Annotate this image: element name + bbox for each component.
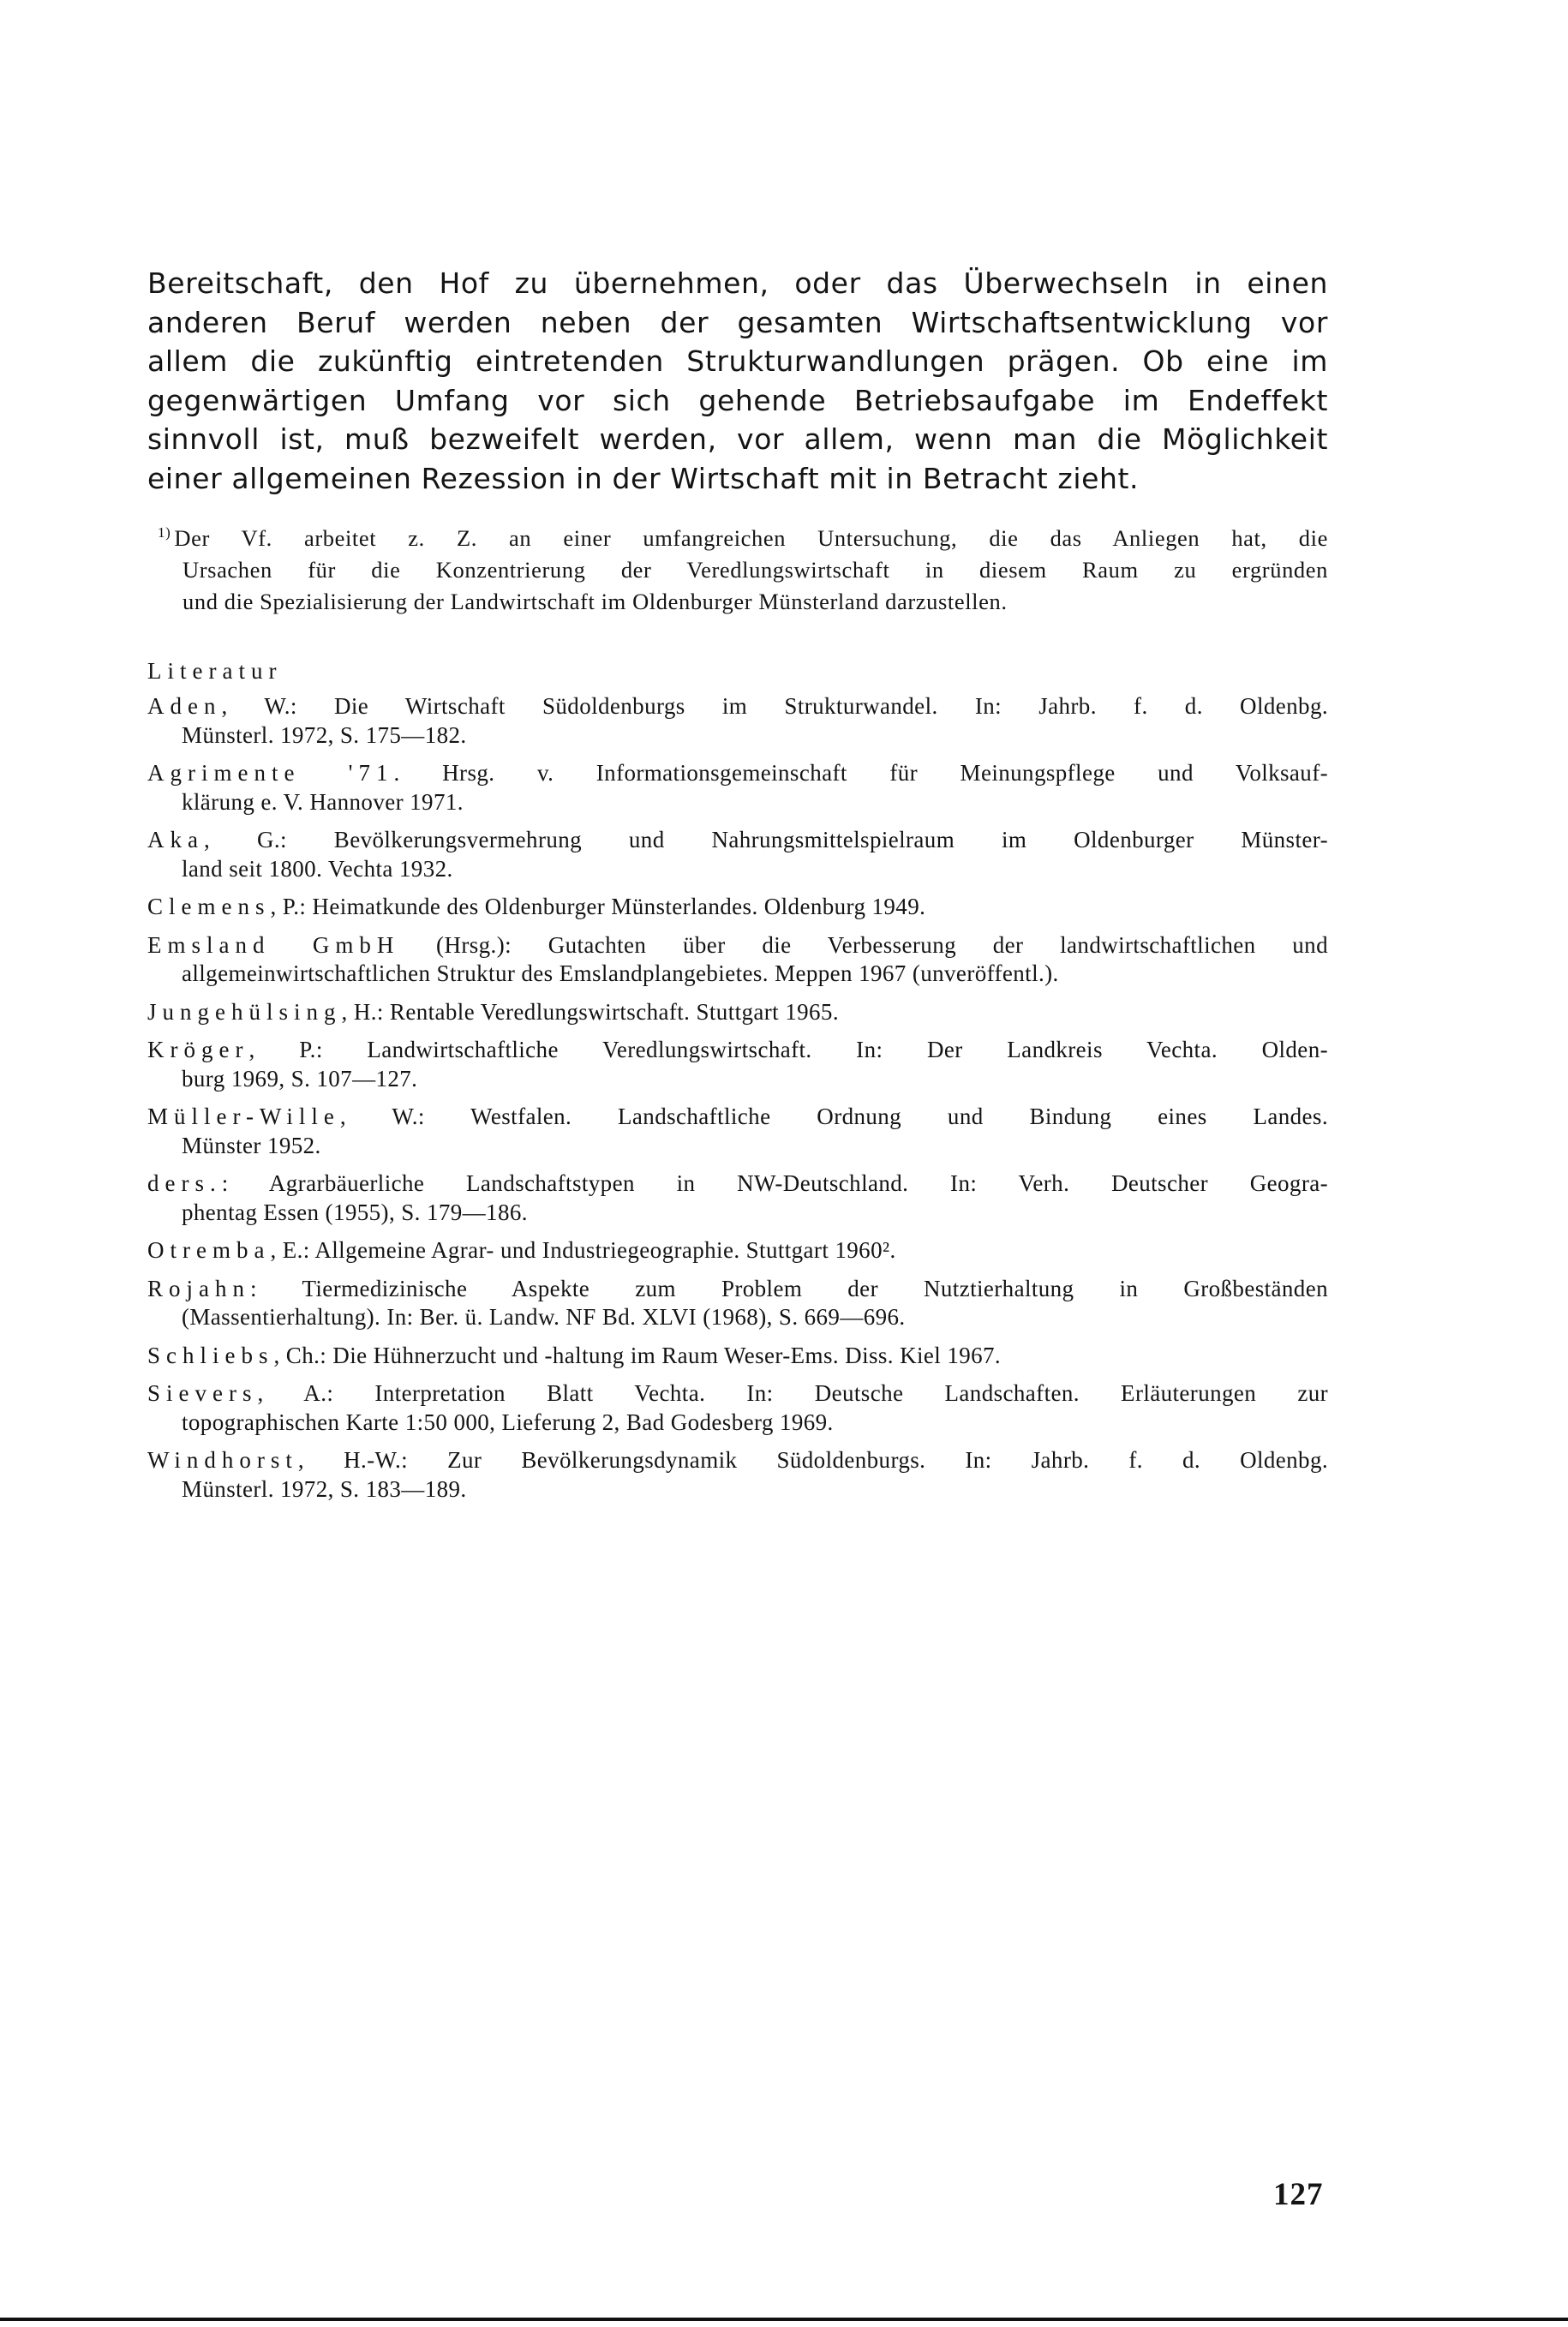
page-number: 127 xyxy=(1273,2177,1324,2212)
reference-entry xyxy=(147,1342,1328,1371)
reference-author: Otremba xyxy=(147,1237,271,1263)
reference-author: Windhorst xyxy=(147,1447,298,1473)
reference-text: , W.: Die Wirtschaft Südoldenburgs im Strukturwandel. In: Jahrb. f. d. Oldenbg. xyxy=(221,693,1328,719)
reference-continuation: Münster 1952. xyxy=(182,1132,321,1158)
reference-entry xyxy=(147,1169,1328,1227)
reference-text: , Ch.: Die Hühnerzucht und -haltung im Raum Weser-Ems. Diss. Kiel 1967. xyxy=(273,1342,1002,1368)
body-line: gegenwärtigen Umfang vor sich gehende Betriebsaufgabe im Endeffekt xyxy=(147,383,1328,417)
reference-entry xyxy=(147,1275,1328,1332)
reference-continuation: allgemeinwirtschaftlichen Struktur des Emslandplangebietes. Meppen 1967 (unveröffentl.). xyxy=(182,960,1059,986)
reference-author: ders. xyxy=(147,1170,222,1196)
reference-text: , H.-W.: Zur Bevölkerungsdynamik Südoldenburgs. In: Jahrb. f. d. Oldenbg. xyxy=(297,1447,1328,1473)
reference-entry xyxy=(147,1036,1328,1093)
reference-author: Kröger xyxy=(147,1037,249,1062)
footnote xyxy=(158,517,1328,618)
body-paragraph xyxy=(147,264,1328,498)
reference-continuation: klärung e. V. Hannover 1971. xyxy=(182,788,464,815)
reference-text: , H.: Rentable Veredlungswirtschaft. Stuttgart 1965. xyxy=(341,998,839,1025)
reference-continuation: (Massentierhaltung). In: Ber. ü. Landw. NF Bd. XLVI (1968), S. 669—696. xyxy=(182,1304,906,1330)
reference-text: , P.: Landwirtschaftliche Veredlungswirtschaft. In: Der Landkreis Vechta. Olden- xyxy=(248,1037,1328,1062)
reference-continuation: burg 1969, S. 107—127. xyxy=(182,1065,418,1092)
footnote-line: Ursachen für die Konzentrierung der Veredlungswirtschaft in diesem Raum zu ergründen xyxy=(183,557,1328,583)
body-line: anderen Beruf werden neben der gesamten Wirtschaftsentwicklung vor xyxy=(147,305,1328,339)
reference-text: , P.: Heimatkunde des Oldenburger Münsterlandes. Oldenburg 1949. xyxy=(270,894,926,919)
footnote-line: und die Spezialisierung der Landwirtschaft im Oldenburger Münsterland darzustellen. xyxy=(183,589,1008,614)
scan-edge-rule xyxy=(0,2318,1568,2321)
reference-text: , E.: Allgemeine Agrar- und Industriegeographie. Stuttgart 1960². xyxy=(270,1237,896,1263)
reference-author: Rojahn xyxy=(147,1275,250,1301)
reference-text: , W.: Westfalen. Landschaftliche Ordnung und Bindung eines Landes. xyxy=(339,1104,1328,1129)
reference-entry xyxy=(147,998,1328,1027)
reference-text: (Hrsg.): Gutachten über die Verbesserung der landwirtschaftlichen und xyxy=(399,931,1328,958)
footnote-text: Der Vf. arbeitet z. Z. an einer umfangreichen Untersuchung, die das Anliegen hat, die xyxy=(174,525,1328,551)
reference-author: Clemens xyxy=(147,894,271,919)
footnote-marker: 1) xyxy=(158,524,171,541)
reference-entry xyxy=(147,692,1328,750)
reference-continuation: topographischen Karte 1:50 000, Lieferung 2, Bad Godesberg 1969. xyxy=(182,1409,834,1435)
reference-list xyxy=(147,692,1328,1513)
reference-author: Aka xyxy=(147,827,204,852)
reference-entry xyxy=(147,1379,1328,1437)
footnote-line xyxy=(158,517,1328,554)
reference-author: Aden xyxy=(147,693,222,719)
body-line: sinnvoll ist, muß bezweifelt werden, vor allem, wenn man die Möglichkeit xyxy=(147,422,1328,456)
reference-entry xyxy=(147,893,1328,922)
reference-entry xyxy=(147,1236,1328,1265)
reference-text: : Tiermedizinische Aspekte zum Problem der Nutztierhaltung in Großbeständen xyxy=(250,1275,1328,1301)
body-line: einer allgemeinen Rezession in der Wirtschaft mit in Betracht zieht. xyxy=(147,461,1140,495)
body-line: Bereitschaft, den Hof zu übernehmen, oder das Überwechseln in einen xyxy=(147,266,1328,300)
reference-author: Jungehülsing xyxy=(147,998,342,1025)
reference-continuation: Münsterl. 1972, S. 183—189. xyxy=(182,1475,467,1502)
reference-entry xyxy=(147,931,1328,989)
reference-text: , A.: Interpretation Blatt Vechta. In: Deutsche Landschaften. Erläuterungen zur xyxy=(257,1380,1328,1406)
reference-continuation: land seit 1800. Vechta 1932. xyxy=(182,855,453,882)
reference-continuation: Münsterl. 1972, S. 175—182. xyxy=(182,721,467,748)
reference-author: Schliebs xyxy=(147,1342,274,1368)
reference-entry xyxy=(147,759,1328,817)
reference-text: : Agrarbäuerliche Landschaftstypen in NW-Deutschland. In: Verh. Deutscher Geogra- xyxy=(221,1170,1328,1196)
reference-author: Müller-Wille xyxy=(147,1104,340,1129)
reference-author: Agrimente '71 xyxy=(147,760,394,786)
reference-entry xyxy=(147,1103,1328,1160)
reference-author: Emsland GmbH xyxy=(147,931,400,958)
reference-text: , G.: Bevölkerungsvermehrung und Nahrungsmittelspielraum im Oldenburger Münster- xyxy=(203,827,1328,852)
reference-entry xyxy=(147,1446,1328,1504)
body-line: allem die zukünftig eintretenden Strukturwandlungen prägen. Ob eine im xyxy=(147,344,1328,378)
reference-author: Sievers xyxy=(147,1380,258,1406)
reference-continuation: phentag Essen (1955), S. 179—186. xyxy=(182,1199,528,1225)
reference-entry xyxy=(147,826,1328,883)
reference-text: . Hrsg. v. Informationsgemeinschaft für Meinungspflege und Volksauf- xyxy=(393,760,1328,786)
literature-heading: Literatur xyxy=(147,658,283,684)
